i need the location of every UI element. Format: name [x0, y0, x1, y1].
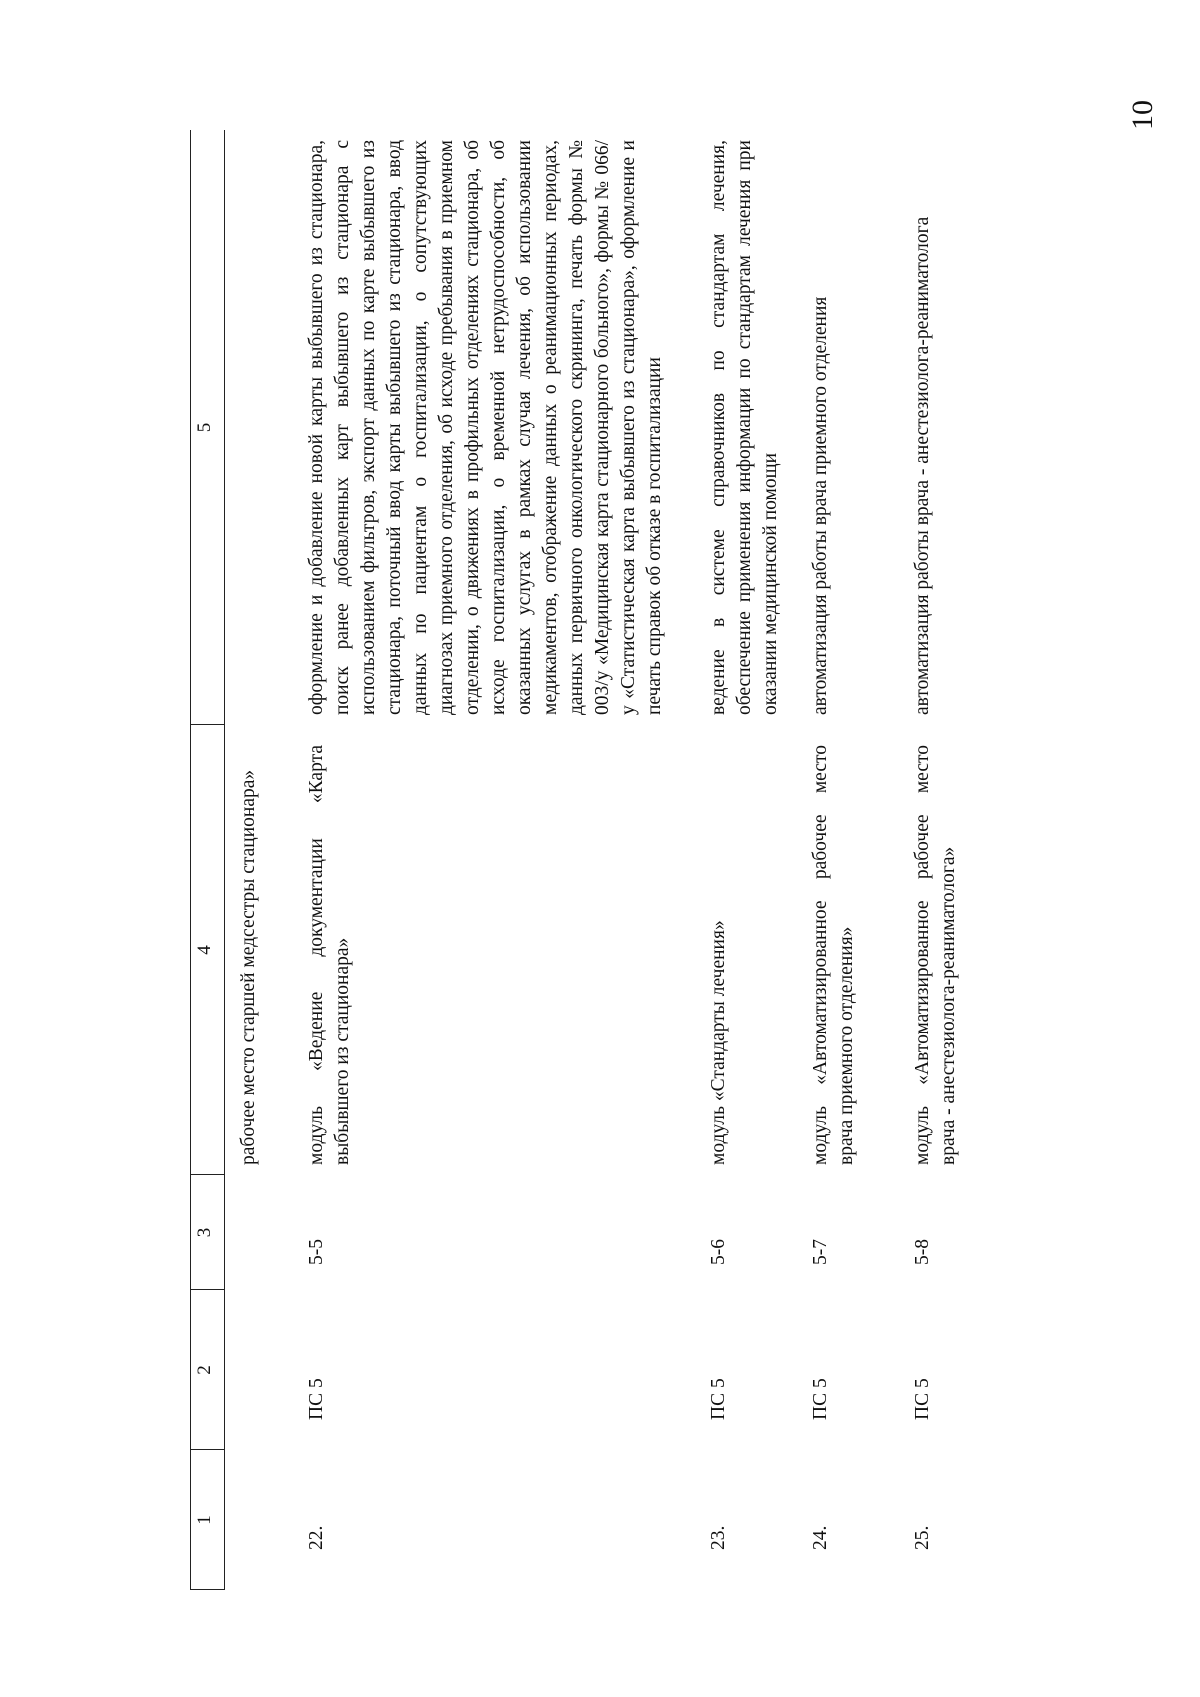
row-22-number: 22. [306, 1525, 327, 1550]
row-22-sub: 5-5 [306, 1239, 327, 1265]
row-23-number: 23. [708, 1525, 729, 1550]
row-25-description: автоматизация работы врача - анестезиолога-реаниматолога [912, 216, 933, 715]
header-col-3: 3 [194, 1227, 215, 1238]
continuation-text: рабочее место старшей медсестры стационара» [238, 769, 259, 1165]
row-22-code: ПС 5 [306, 1378, 327, 1420]
row-25-number: 25. [912, 1525, 933, 1550]
header-col-5: 5 [194, 422, 215, 433]
header-col-1: 1 [194, 1515, 215, 1525]
header-col-2: 2 [194, 1365, 215, 1375]
row-23-module: модуль «Стандарты лечения» [708, 920, 729, 1165]
header-col-4: 4 [194, 945, 215, 955]
row-24-sub: 5-7 [810, 1239, 831, 1265]
row-25-code: ПС 5 [912, 1378, 933, 1420]
row-25-sub: 5-8 [912, 1239, 933, 1265]
row-23-code: ПС 5 [708, 1378, 729, 1420]
row-23-sub: 5-6 [708, 1239, 729, 1265]
page-number: 10 [1126, 100, 1159, 130]
row-24-code: ПС 5 [810, 1378, 831, 1420]
table-header-rule [224, 130, 225, 1590]
row-22-description: оформление и добавление новой карты выбывшего из стационара, поиск ранее добавленных карт выбывшего из стационара с использованием фильтров, экспорт данных по карте выбывшего из стационара, поточный ввод карты выбывшего из стационара, ввод данных по пациентам о госпитализации, о сопутствующих диагнозах приемного отделения, об исходе пребывания в приемном отделении, о движениях в профильных отделениях стационара, об исходе госпитализации, о временной нетрудоспособности, об оказанных услугах в рамках случая лечения, об использовании медикаментов, отображение данных о реанимационных периодах, данных первичного онкологического скрининга, печать формы № 003/у «Медицинская карта стационарного больного», формы № 066/у «Статистическая карта выбывшего из стационара», оформление и печать справок об отказе в госпитализации [306, 140, 665, 715]
row-24-description: автоматизация работы врача приемного отделения [810, 296, 831, 715]
rotated-table [190, 130, 1050, 1590]
row-25-module: модуль «Автоматизированное рабочее место врача - анестезиолога-реаниматолога» [912, 745, 959, 1165]
row-23-description: ведение в системе справочников по стандартам лечения, обеспечение применения информации по стандартам лечения при оказании медицинской помощи [708, 140, 781, 715]
row-22-module: модуль «Ведение документации «Карта выбывшего из стационара» [306, 745, 353, 1165]
table-top-rule [190, 130, 191, 1590]
row-24-module: модуль «Автоматизированное рабочее место врача приемного отделения» [810, 745, 857, 1165]
row-24-number: 24. [810, 1525, 831, 1550]
